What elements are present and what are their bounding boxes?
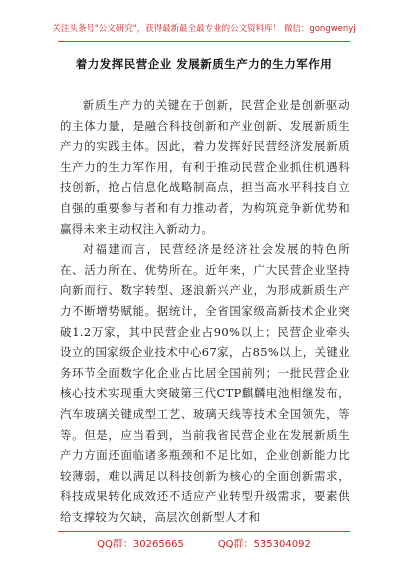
footer-qq-group-2: QQ群：535304092 — [217, 539, 311, 550]
paragraph: 对福建而言，民营经济是经济社会发展的特色所在、活力所在、优势所在。近年来，广大民营企业坚持向新而行、数字转型、逐浪新兴产业，为形成新质生产力不断增势赋能。据统计，全省国家级高新技术企业突破1.2万家，其中民营企业占90%以上；民营企业牵头设立的国家级企业技术中心67家，占85%以上，关键业务环节全面数字化企业占比居全国前列；一批民营企业核心技术实现重大突破第三代CTP麒麟电池相继发布，汽车玻璃关键成型工艺、玻璃天线等技术全国领先，等等。但是，应当看到，当前我省民营企业在发展新质生产力方面还面临诸多瓶颈和不足比如，企业创新能力比较薄弱，难以满足以科技创新为核心的全面创新需求，科技成果转化成效还不适应产业转型升级需求，要素供给支撑较为欠缺，高层次创新型人才和 — [60, 242, 350, 524]
document-title: 着力发挥民营企业 发展新质生产力的生力军作用 — [75, 57, 333, 71]
footer-qq-group-1: QQ群：30265665 — [97, 539, 184, 550]
document-body — [60, 95, 350, 527]
footer — [0, 535, 408, 550]
header-notice: 关注头条号"公文研究"，获得最新最全最专业的公文资料库！ 微信：gongwenyj — [52, 24, 356, 34]
footer-divider — [58, 531, 350, 532]
header-divider — [58, 41, 350, 42]
paragraph: 新质生产力的关键在于创新，民营企业是创新驱动的主体力量，是融合科技创新和产业创新、发展新质生产力的实践主体。因此，着力发挥好民营经济发展新质生产力的生力军作用，有利于推动民营企业抓住机遇科技创新，抢占信息化战略制高点，担当高水平科技自立自强的重要参与者和有力推动者，为构筑竞争新优势和赢得未来主动权注入新动力。 — [60, 98, 350, 236]
